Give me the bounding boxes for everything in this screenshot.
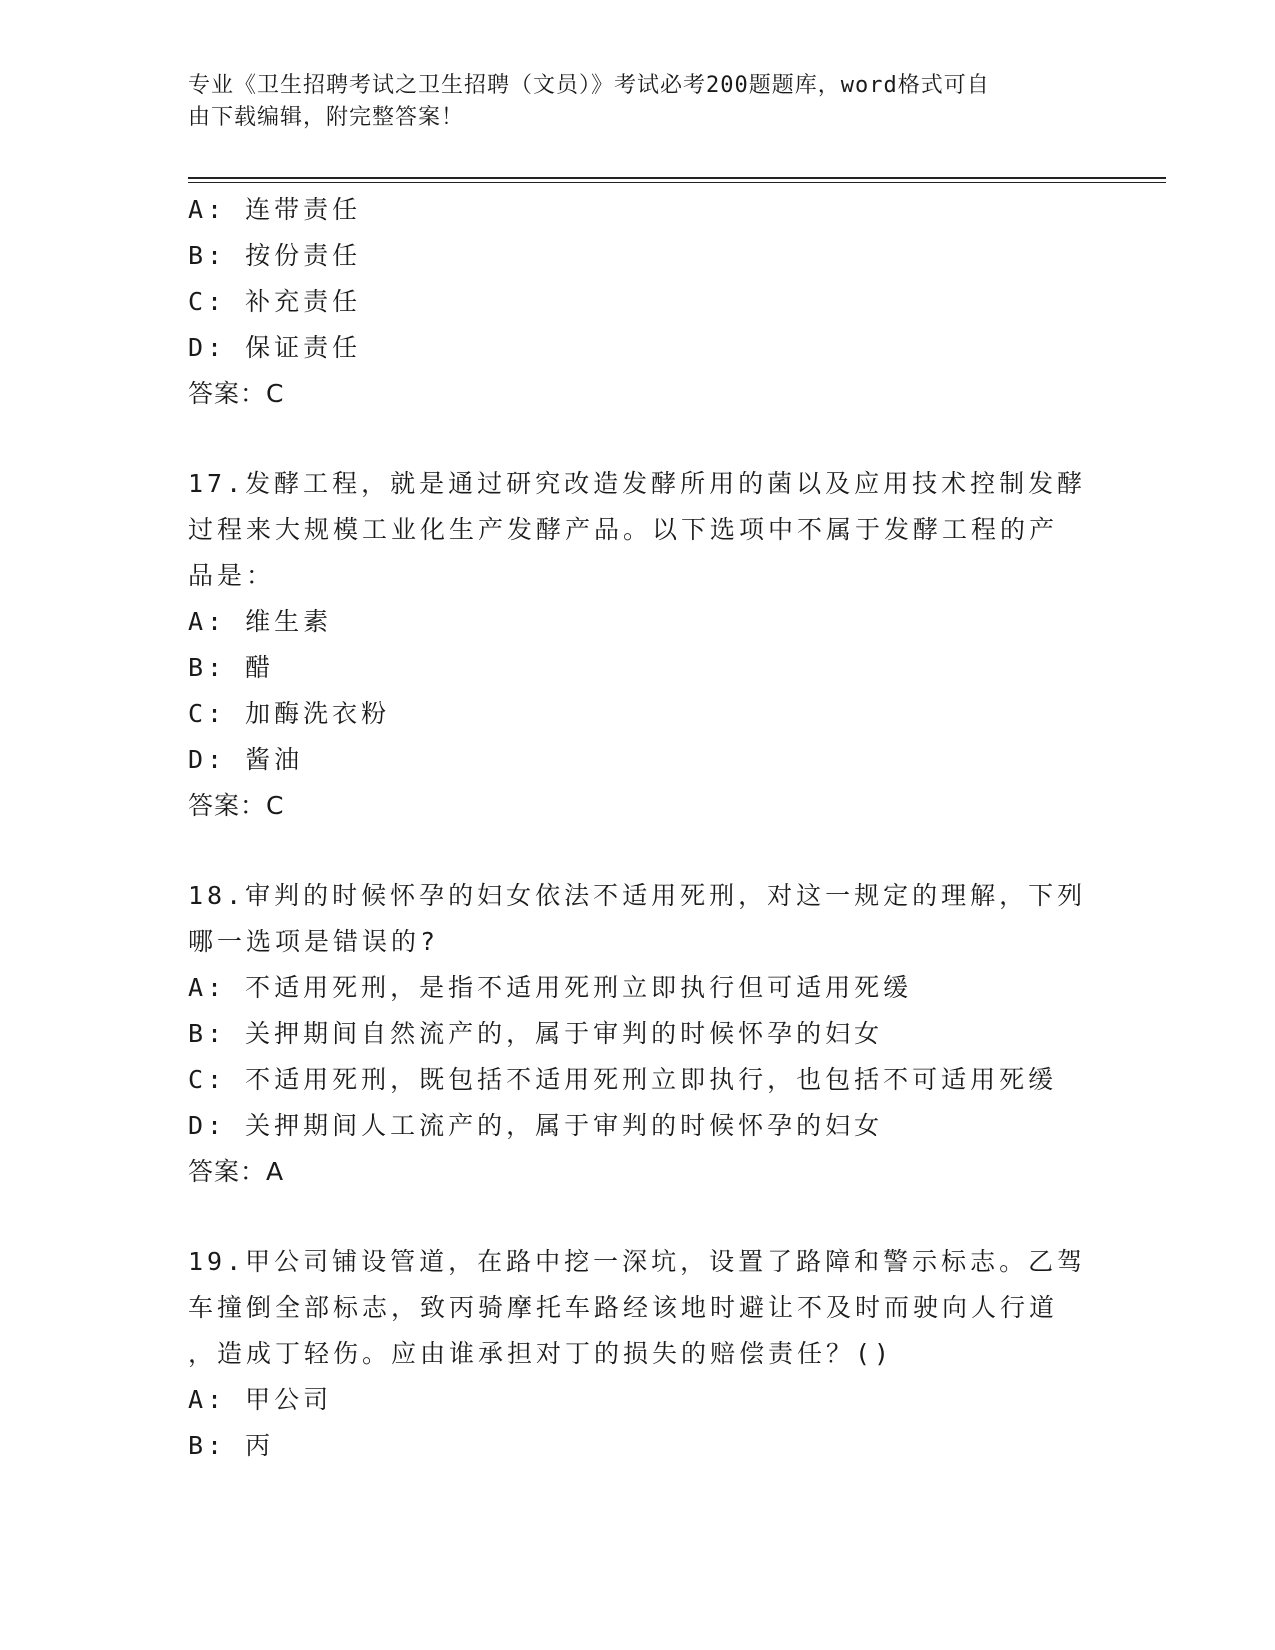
question-text-line: ，造成丁轻伤。应由谁承担对丁的损失的赔偿责任？(): [188, 1339, 894, 1368]
question-text-line: 17.发酵工程，就是通过研究改造发酵所用的菌以及应用技术控制发酵: [188, 469, 1087, 498]
question-16-block: [188, 187, 1088, 417]
question-19-block: [188, 1239, 1088, 1469]
question-text-line: 19.甲公司铺设管道，在路中挖一深坑，设置了路障和警示标志。乙驾: [188, 1247, 1087, 1276]
header-line-1: 专业《卫生招聘考试之卫生招聘（文员）》考试必考200题题库，word格式可自: [188, 73, 990, 98]
option-c: C: 不适用死刑，既包括不适用死刑立即执行，也包括不可适用死缓: [188, 1065, 1058, 1094]
question-spacer: [188, 417, 1088, 461]
option-d: D: 酱油: [188, 745, 304, 774]
question-text-line: 品是：: [188, 561, 276, 590]
question-text-line: 车撞倒全部标志，致丙骑摩托车路经该地时避让不及时而驶向人行道: [188, 1293, 1059, 1322]
question-text-line: 18.审判的时候怀孕的妇女依法不适用死刑，对这一规定的理解，下列: [188, 881, 1087, 910]
header-line-2: 由下载编辑，附完整答案！: [188, 105, 465, 130]
question-18-block: [188, 873, 1088, 1195]
option-b: B: 丙: [188, 1431, 275, 1460]
option-a: A: 不适用死刑，是指不适用死刑立即执行但可适用死缓: [188, 973, 913, 1002]
answer-line: 答案：A: [188, 1157, 285, 1186]
option-b: B: 关押期间自然流产的，属于审判的时候怀孕的妇女: [188, 1019, 884, 1048]
header-divider-thick: [188, 177, 1166, 179]
question-text-line: 哪一选项是错误的?: [188, 927, 440, 956]
answer-line: 答案：C: [188, 379, 285, 408]
option-c: C: 加酶洗衣粉: [188, 699, 391, 728]
option-b: B: 醋: [188, 653, 275, 682]
option-a: A: 甲公司: [188, 1385, 333, 1414]
option-a: A: 维生素: [188, 607, 333, 636]
question-list: [188, 187, 1088, 1469]
question-text-line: 过程来大规模工业化生产发酵产品。以下选项中不属于发酵工程的产: [188, 515, 1059, 544]
option-d: D: 关押期间人工流产的，属于审判的时候怀孕的妇女: [188, 1111, 884, 1140]
option-a: A: 连带责任: [188, 195, 362, 224]
option-b: B: 按份责任: [188, 241, 362, 270]
document-header: [188, 70, 1068, 134]
answer-line: 答案：C: [188, 791, 285, 820]
question-17-block: [188, 461, 1088, 829]
option-d: D: 保证责任: [188, 333, 362, 362]
question-spacer: [188, 1195, 1088, 1239]
question-spacer: [188, 829, 1088, 873]
header-divider-thin: [188, 182, 1166, 183]
option-c: C: 补充责任: [188, 287, 362, 316]
